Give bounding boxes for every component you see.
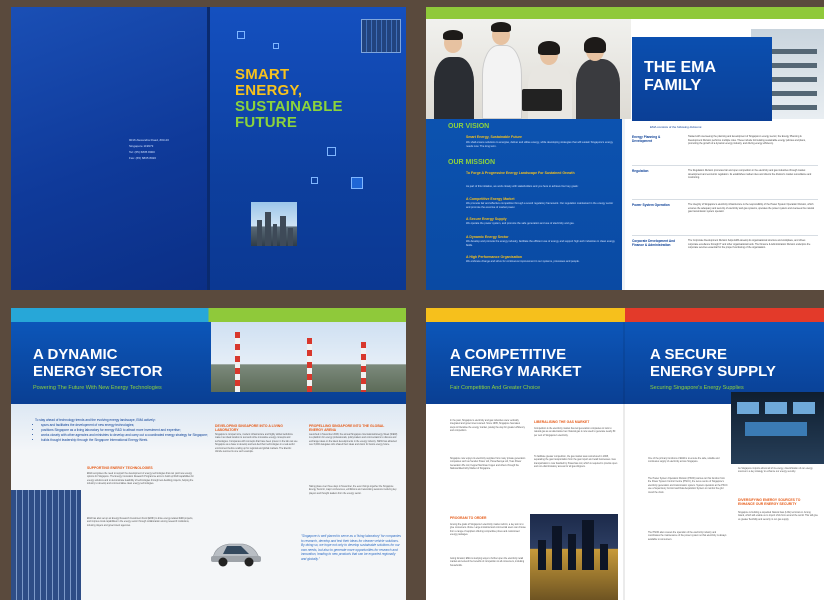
- ema-intro: EMA consists of the following divisions:: [650, 125, 703, 129]
- address-block: [129, 137, 199, 161]
- mission-subheading: To Forge A Progressive Energy Landscape For Sustained Growth: [466, 171, 575, 175]
- person-hair: [584, 37, 606, 53]
- division-text: The integrity of Singapore's electricity infrastructure is the responsibility of the Power System Operation Division, which ensures the adequacy and security of electricity and gas systems, operates the power system and oversees the natural gas transmission system operator.: [688, 203, 814, 214]
- division-name: Corporate Development And Finance & Administration: [632, 239, 676, 247]
- intro-bullet: • works closely with other agencies and ministries to develop and carry out a coordinated energy strategy for Singapore;: [41, 433, 215, 438]
- division-name: Power System Operation: [632, 203, 670, 207]
- fold-line: [623, 322, 625, 600]
- body-text: Competition is the electricity market has led generation companies to look to natural gas as an alternative fuel. Natural gas is now used to generate nearly 80 per cent of Singapore's electricity.: [534, 428, 616, 437]
- column-heading: DIVERSIFYING ENERGY SOURCES TO ENHANCE OUR ENERGY SECURITY: [738, 498, 801, 506]
- section-title-line: A SECURE: [650, 346, 727, 363]
- body-text: To facilitate greater competition, the gas market was restructured in 2008, separating the gas transportation from the gas import and retail businesses. Gas transportation is now handled by PowerGas Ltd, which is required to provide open and non-discriminatory access for all gas shippers.: [534, 456, 618, 469]
- person-hair: [491, 22, 511, 32]
- section-title-line: ENERGY SECTOR: [33, 363, 163, 380]
- goal-title: A Dynamic Energy Sector: [466, 235, 509, 239]
- division-text: The Corporate Development Division helps EMA develop its organisational structure and workplace, and drives corporate excellence through IT and other organisational tools. The Finance & Administration Division underpins the corporate services essential for the proper functioning of the organisation.: [688, 239, 811, 250]
- person: [482, 45, 522, 119]
- goal-title: A High Performance Organisation: [466, 255, 523, 259]
- column-heading: DEVELOPING SINGAPORE INTO A LIVING LABORATORY: [215, 424, 283, 432]
- divider: [632, 199, 818, 200]
- goal-title: A Competitive Energy Market: [466, 197, 515, 201]
- column-heading: PROPELLING SINGAPORE INTO THE GLOBAL ENERGY ARENA: [309, 424, 385, 432]
- person: [576, 59, 620, 119]
- dynamic-energy-spread: [11, 308, 406, 600]
- address-line: Tel: (65) 6835 8000: [129, 150, 155, 154]
- section-title-line: A DYNAMIC: [33, 346, 118, 363]
- body-text: EMA recognises the need to support the development of energy technologies that can yield new energy options for Singapore. The Energy Innovation Research Programme aims to build up R&D capabilities for energy solutions and to demonstrate feasibility of technologies through test-bedding projects, helping the industry to develop and commercialise clean energy technologies.: [87, 473, 194, 486]
- person: [434, 57, 474, 119]
- pull-quote: "Singapore is well placed to serve as a 'living laboratory' for companies to research, develop and test their ideas for cleaner vehicle solutions. By doing so, we hope not only to develop sustainable solutions for our own needs, but also to generate more opportunities for research and innovation, leading to new products that can be exported regionally and globally.": [301, 534, 401, 561]
- body-text: As Singapore imports almost all of its energy, diversification of our energy sources is a key strategy to enhance our energy security.: [738, 468, 813, 474]
- cover-title-line: SUSTAINABLE: [235, 98, 343, 115]
- ema-family-title: [644, 59, 716, 95]
- vision-heading: OUR VISION: [448, 123, 490, 130]
- body-text: Among the goals of Singapore's electricity market reform, a key aim is to give consumers choice. Large industrial and commercial users can choose from a range of suppliers offering competitive prices and customised energy packages.: [450, 524, 526, 537]
- section-title-line: ENERGY MARKET: [450, 363, 582, 380]
- brochure-cover-spread: [11, 7, 406, 290]
- mission-heading: OUR MISSION: [448, 159, 496, 166]
- intro-bullet: • builds thought leadership through the Singapore International Energy Week.: [41, 438, 215, 443]
- mission-text: As part of this initiative, we work closely with stakeholders and you here to achieve four key goals:: [466, 185, 579, 188]
- body-text: One of the primary functions of EMA is to ensure the safe, reliable and continuous supply of electricity across Singapore.: [648, 458, 720, 464]
- left-section-subtitle: Fair Competition And Greater Choice: [450, 385, 541, 391]
- body-text: EMA has also set up an Energy Research Investment Fund (ERIF) to drive energy-related R&D projects, and improve local capabilities in the energy sector through collaboration among research institutions, industry players and government agencies.: [87, 518, 194, 527]
- section-title-line: A COMPETITIVE: [450, 346, 567, 363]
- goal-text: We operate the power system, and promote the safe generation and use of electricity and gas.: [466, 222, 575, 225]
- body-text: Singapore now enjoys its electricity supplies from many private generation companies such as Senoko Power Ltd, PowerSeraya Ltd, Tuas Power Generation Pte Ltd, Keppel Merlimau Cogen and others through the National Electricity Market of Singapore.: [450, 458, 526, 471]
- cover-title: [235, 67, 343, 131]
- goal-text: We embrace change and strive for continuous improvement in our systems, processes and people.: [466, 260, 580, 263]
- market-supply-spread: [426, 308, 824, 600]
- column-heading: PROGRAM TO ORDER: [450, 516, 487, 520]
- decor-square: [327, 147, 336, 156]
- team-photo: [426, 19, 631, 119]
- color-top-strip: [426, 308, 824, 322]
- body-text: The PSOD also reviews the operation of the electricity industry and coordinates the maintenance of the power system so that electricity is always available to consumers.: [648, 532, 727, 541]
- ema-title-line: FAMILY: [644, 77, 702, 94]
- vision-ema-spread: [426, 7, 824, 290]
- left-section-title: [450, 346, 581, 380]
- goal-title: A Secure Energy Supply: [466, 217, 507, 221]
- right-section-subtitle: Securing Singapore's Energy Supplies: [650, 385, 744, 391]
- body-text: Singapore's compact size, modern infrastructure and highly skilled workforce make it an ideal location to test and refine innovative energy concepts and technologies. Companies with concepts that have been proven in the lab can use Singapore as a base to develop and test-bed their technologies in a real-world environment before scaling up for regional and global markets. The Electric Vehicle test-bed is one such example.: [215, 434, 298, 454]
- address-line: Singapore 119973: [129, 144, 154, 148]
- cover-title-line: FUTURE: [235, 114, 298, 131]
- electric-car-image: [209, 536, 263, 568]
- solar-array-image: [11, 490, 81, 600]
- intro-text: To stay ahead of technology trends and the evolving energy landscape, EMA actively:: [35, 418, 156, 422]
- decor-square: [237, 31, 245, 39]
- solar-panel-image: [361, 19, 401, 53]
- body-text: The Power System Operation Division (PSOD) carries out this function from the Power System Control Centre (PSCC), the nerve centre of Singapore's electricity generation and transmission system. System operators at the PSCC use a Supervisory Control and Data Acquisition System to monitor the grid round the clock.: [648, 478, 728, 494]
- divider: [632, 235, 818, 236]
- section-title: [33, 346, 162, 380]
- cover-title-line: ENERGY,: [235, 82, 303, 99]
- goal-text: We develop and promote the energy industry, facilitate the efficient use of energy and support high-tech industries in clean energy fields.: [466, 240, 615, 247]
- column-heading: SUPPORTING ENERGY TECHNOLOGIES: [87, 466, 153, 470]
- vision-subheading: Smart Energy, Sustainable Future: [466, 135, 522, 139]
- division-text: Tasked with overseeing the planning and development of Singapore's energy sector, the Energy Planning & Development Division performs multiple roles. These include formulating sustainable energy policies and plans, promoting the growth of a dynamic energy industry, and driving energy efficiency.: [688, 135, 806, 146]
- person-hair: [443, 30, 463, 40]
- decor-square: [351, 177, 363, 189]
- cover-title-line: SMART: [235, 66, 290, 83]
- body-text: In the past, Singapore's electricity and gas industries were vertically integrated and government-owned. Since 1995, Singapore has taken steps to liberalise the energy market, paving the way for greater efficiency and competition.: [450, 420, 525, 433]
- division-name: Energy Planning & Development: [632, 135, 661, 143]
- body-text: Going forward, EMA is studying ways to further open the electricity retail market and extend the benefits of competition to all consumers, including households.: [450, 558, 525, 567]
- division-name: Regulation: [632, 169, 649, 173]
- person-hair: [538, 41, 560, 55]
- right-section-title: [650, 346, 776, 380]
- divider: [632, 165, 818, 166]
- section-title-line: ENERGY SUPPLY: [650, 363, 776, 380]
- green-top-strip: [426, 7, 824, 19]
- goal-text: We promote fair and effective competition through a sound regulatory framework. Our regulation maintained in the energy sector and promote the exercise of market power.: [466, 202, 614, 209]
- address-line: 9016 Alexandra Road, #03-20: [129, 138, 169, 142]
- city-night-image: [530, 514, 618, 600]
- address-line: Fax: (65) 6835 8020: [129, 156, 157, 160]
- vision-text: We shall ensure solutions to energise, deliver and utilise energy, while developing strategies that will sustain Singapore's energy needs now. The long term.: [466, 141, 613, 148]
- body-text: Taking place over three days in November, the event brings together the Singapore Energy Summit, major conferences, exhibitions and networking sessions involving key players and thought leaders from the energy sector.: [309, 486, 397, 495]
- laptop: [522, 89, 562, 111]
- power-plant-image: [211, 322, 406, 392]
- section-subtitle: Powering The Future With New Energy Technologies: [33, 385, 162, 391]
- body-text: Launched in November 2008, the annual Singapore International Energy Week (SIEW) is a platform for energy professionals, policymakers and commentators to discuss and exchange ideas on the latest developments in the energy industry. SIEW has attracted over 8,000 delegates who shared their ideas and vision for Asia's energy future.: [309, 434, 398, 447]
- ema-title-line: THE EMA: [644, 59, 716, 76]
- body-text: Singapore is building a Liquefied Natural Gas (LNG) terminal on Jurong Island, which will enable us to import LNG from around the world. This will give us greater flexibility and security in our gas supply.: [738, 512, 818, 521]
- division-text: The Regulation Division promotes fair and open competition in the electricity and gas industries through market development and economic regulation. Its establishes market rules and directs the division's market surveillance and monitoring.: [688, 169, 812, 180]
- intro-list: [35, 418, 215, 443]
- decor-square: [311, 177, 318, 184]
- decor-square: [273, 43, 279, 49]
- intro-bullet: • positions Singapore as a living laboratory for energy R&D to attract more investment and expertise;: [41, 428, 215, 433]
- city-skyline-image: [251, 202, 297, 246]
- column-heading: LIBERALISING THE GAS MARKET: [534, 420, 590, 424]
- control-room-image: [731, 392, 824, 464]
- color-top-strip: [11, 308, 406, 322]
- intro-bullet: • spurs and facilitates the development of new energy technologies;: [41, 423, 215, 428]
